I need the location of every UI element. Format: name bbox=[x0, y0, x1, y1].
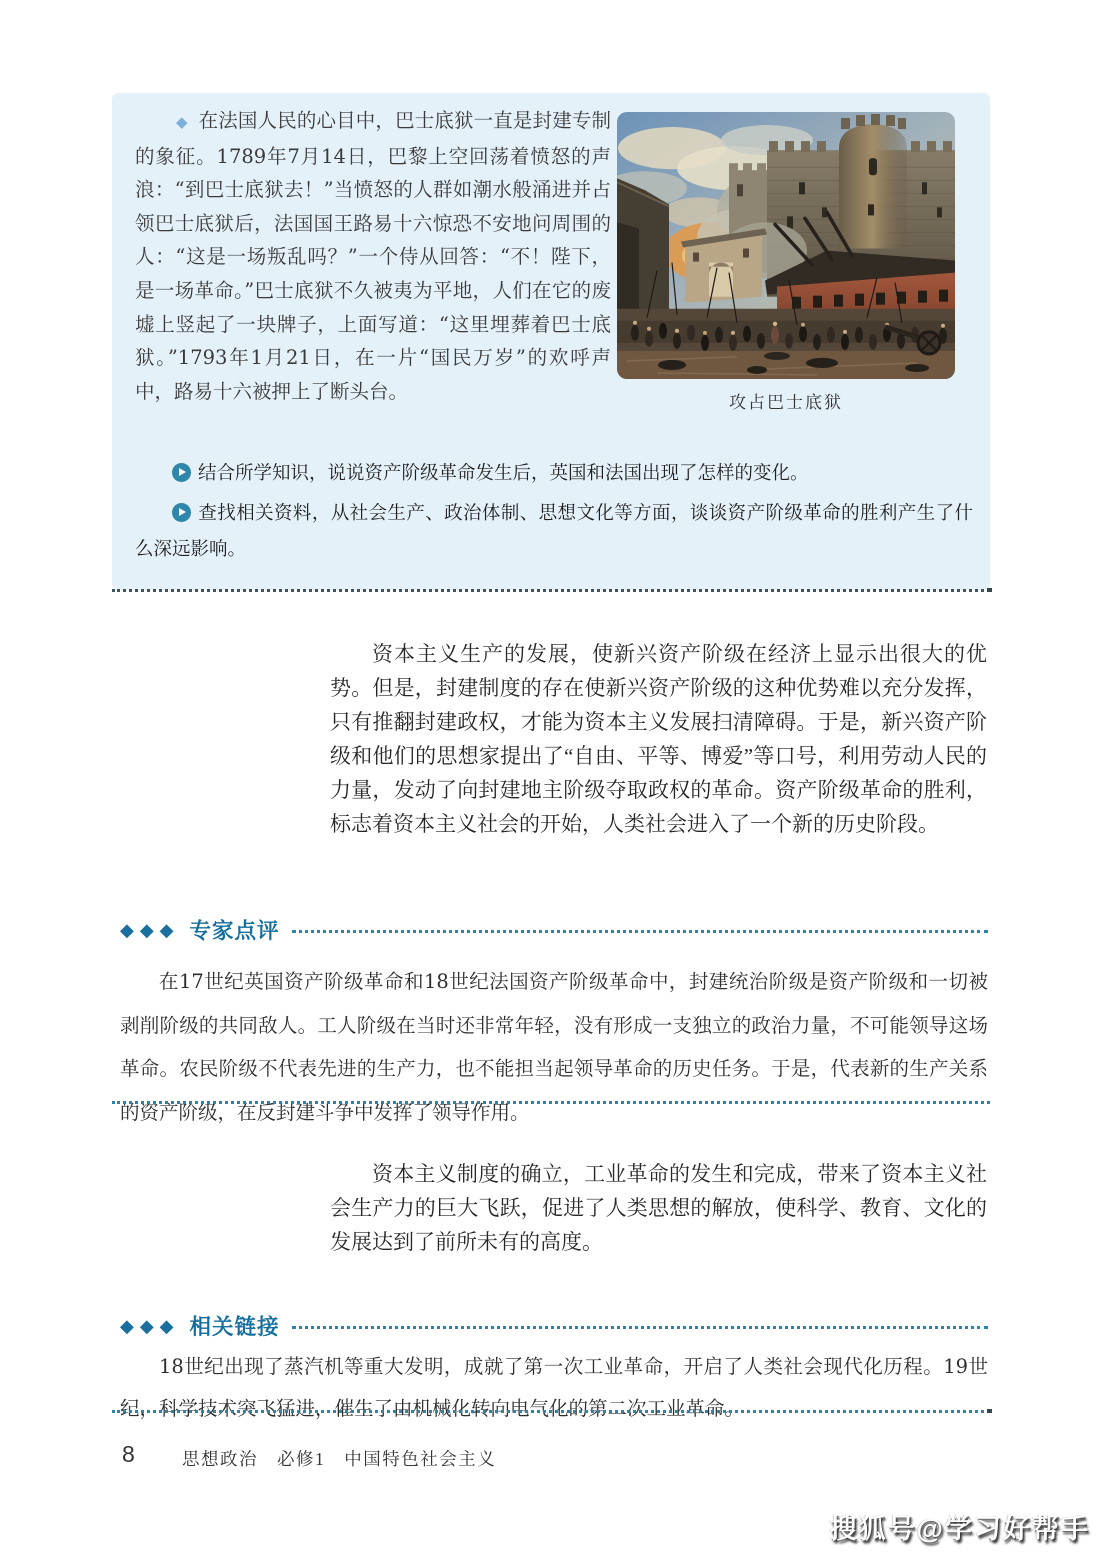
diamonds-icon: ◆◆◆ bbox=[120, 1315, 180, 1336]
question-list bbox=[135, 455, 973, 571]
question-item bbox=[135, 495, 973, 568]
body-paragraph-2: 资本主义制度的确立，工业革命的发生和完成，带来了资本主义社会生产力的巨大飞跃，促进了人类思想的解放，使科学、教育、文化的发展达到了前所未有的高度。 bbox=[330, 1162, 987, 1254]
expert-section-text: 在17世纪英国资产阶级革命和18世纪法国资产阶级革命中，封建统治阶级是资产阶级和一切被剥削阶级的共同敌人。工人阶级在当时还非常年轻，没有形成一支独立的政治力量，不可能领导这场革命。农民阶级不代表先进的生产力，也不能担当起领导革命的历史任务。于是，代表新的生产关系的资产阶级，在反封建斗争中发挥了领导作用。 bbox=[120, 970, 988, 1124]
links-section-title: 相关链接 bbox=[189, 1315, 280, 1339]
question-text: 结合所学知识，说说资产阶级革命发生后，英国和法国出现了怎样的变化。 bbox=[198, 462, 809, 483]
links-bottom-dotted-divider bbox=[112, 1410, 990, 1413]
expert-bottom-dotted-divider bbox=[112, 1101, 990, 1104]
dotted-leader bbox=[292, 930, 988, 933]
intro-box bbox=[112, 93, 990, 590]
intro-paragraph-text: 在法国人民的心目中，巴士底狱一直是封建专制的象征。1789年7月14日，巴黎上空回荡着愤怒的声浪：“到巴士底狱去！”当愤怒的人群如潮水般涌进并占领巴士底狱后，法国国王路易十六惊恐不安地问周围的人：“这是一场叛乱吗？”一个侍从回答：“不！陛下，是一场革命。”巴士底狱不久被夷为平地，人们在它的废墟上竖起了一块牌子，上面写道：“这里埋葬着巴士底狱。”1793年1月21日，在一片“国民万岁”的欢呼声中，路易十六被押上了断头台。 bbox=[135, 109, 611, 403]
play-bullet-icon bbox=[172, 503, 191, 522]
question-item bbox=[135, 455, 973, 492]
question-text: 查找相关资料，从社会生产、政治体制、思想文化等方面，谈谈资产阶级革命的胜利产生了什么深远影响。 bbox=[135, 501, 973, 559]
dotted-leader bbox=[292, 1326, 988, 1329]
expert-section-title: 专家点评 bbox=[189, 919, 280, 943]
intro-paragraph bbox=[135, 104, 611, 408]
book-title: 思想政治 必修1 中国特色社会主义 bbox=[182, 1449, 497, 1469]
bastille-painting-art bbox=[617, 112, 955, 379]
diamonds-icon: ◆◆◆ bbox=[120, 919, 180, 940]
page-number: 8 bbox=[122, 1441, 135, 1467]
image-caption: 攻占巴士底狱 bbox=[729, 393, 843, 412]
expert-section-header bbox=[120, 914, 988, 945]
box-bottom-dotted-divider bbox=[112, 589, 990, 592]
watermark: 搜狐号@学习好帮手 bbox=[829, 1514, 1090, 1544]
bastille-painting bbox=[617, 112, 955, 379]
body-paragraph-1: 资本主义生产的发展，使新兴资产阶级在经济上显示出很大的优势。但是，封建制度的存在使新兴资产阶级的这种优势难以充分发挥，只有推翻封建政权，才能为资本主义发展扫清障碍。于是，新兴资产阶级和他们的思想家提出了“自由、平等、博爱”等口号，利用劳动人民的力量，发动了向封建地主阶级夺取政权的革命。资产阶级革命的胜利，标志着资本主义社会的开始，人类社会进入了一个新的历史阶段。 bbox=[330, 642, 987, 836]
links-section-header bbox=[120, 1310, 988, 1341]
play-bullet-icon bbox=[172, 463, 191, 482]
diamond-icon: ◆ bbox=[175, 113, 188, 131]
links-section-text: 18世纪出现了蒸汽机等重大发明，成就了第一次工业革命，开启了人类社会现代化历程。19世纪，科学技术突飞猛进，催生了由机械化转向电气化的第二次工业革命。 bbox=[120, 1355, 988, 1420]
